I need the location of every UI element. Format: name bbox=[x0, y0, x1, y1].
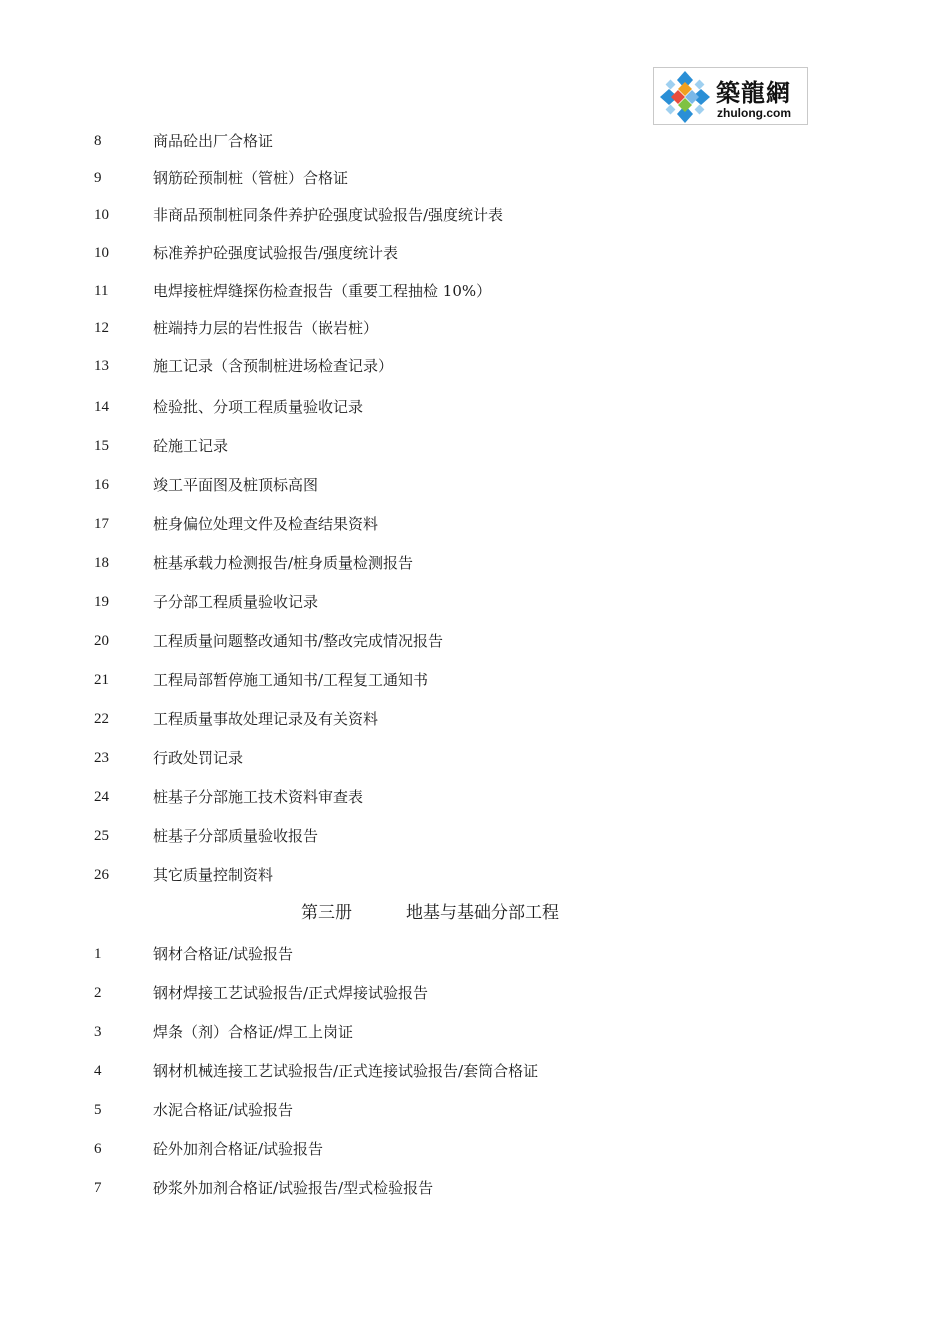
item-number: 4 bbox=[94, 1063, 102, 1079]
item-text: 非商品预制桩同条件养护砼强度试验报告/强度统计表 bbox=[153, 206, 504, 224]
item-number: 26 bbox=[94, 867, 109, 883]
item-number: 19 bbox=[94, 594, 109, 610]
item-number: 5 bbox=[94, 1102, 102, 1118]
item-text: 钢材焊接工艺试验报告/正式焊接试验报告 bbox=[153, 984, 429, 1002]
item-text: 焊条（剂）合格证/焊工上岗证 bbox=[153, 1023, 354, 1041]
item-text: 子分部工程质量验收记录 bbox=[153, 593, 319, 611]
item-text: 砼施工记录 bbox=[153, 437, 229, 455]
item-text: 其它质量控制资料 bbox=[153, 866, 274, 884]
item-number: 3 bbox=[94, 1024, 102, 1040]
item-number: 7 bbox=[94, 1180, 102, 1196]
item-number: 13 bbox=[94, 358, 109, 374]
logo-chinese-name: 築龍網 bbox=[716, 78, 791, 107]
section-title: 地基与基础分部工程 bbox=[406, 903, 559, 923]
item-text: 钢材机械连接工艺试验报告/正式连接试验报告/套筒合格证 bbox=[153, 1062, 539, 1080]
item-text: 竣工平面图及桩顶标高图 bbox=[153, 476, 319, 494]
item-text: 桩基承载力检测报告/桩身质量检测报告 bbox=[153, 554, 414, 572]
item-text: 工程质量事故处理记录及有关资料 bbox=[153, 710, 379, 728]
item-text: 检验批、分项工程质量验收记录 bbox=[153, 398, 364, 416]
item-number: 16 bbox=[94, 477, 109, 493]
zhulong-logo bbox=[653, 67, 808, 125]
item-number: 23 bbox=[94, 750, 109, 766]
item-number: 8 bbox=[94, 133, 102, 149]
item-text: 水泥合格证/试验报告 bbox=[153, 1101, 294, 1119]
item-number: 2 bbox=[94, 985, 102, 1001]
item-number: 21 bbox=[94, 672, 109, 688]
item-number: 20 bbox=[94, 633, 109, 649]
item-text: 钢筋砼预制桩（管桩）合格证 bbox=[153, 169, 349, 187]
item-number: 22 bbox=[94, 711, 109, 727]
item-text: 工程局部暂停施工通知书/工程复工通知书 bbox=[153, 671, 429, 689]
item-text: 砂浆外加剂合格证/试验报告/型式检验报告 bbox=[153, 1179, 434, 1197]
item-number: 12 bbox=[94, 320, 109, 336]
item-text: 桩基子分部质量验收报告 bbox=[153, 827, 319, 845]
item-text: 电焊接桩焊缝探伤检查报告（重要工程抽检 10%） bbox=[153, 282, 492, 300]
item-number: 11 bbox=[94, 283, 109, 299]
item-text: 施工记录（含预制桩进场检查记录） bbox=[153, 357, 394, 375]
item-number: 10 bbox=[94, 207, 109, 223]
zhulong-diamond-icon bbox=[657, 70, 713, 124]
item-text: 桩身偏位处理文件及检查结果资料 bbox=[153, 515, 379, 533]
item-number: 1 bbox=[94, 946, 102, 962]
item-number: 18 bbox=[94, 555, 109, 571]
item-number: 25 bbox=[94, 828, 109, 844]
item-text: 砼外加剂合格证/试验报告 bbox=[153, 1140, 324, 1158]
logo-domain: zhulong.com bbox=[717, 106, 791, 120]
item-number: 9 bbox=[94, 170, 102, 186]
item-number: 17 bbox=[94, 516, 109, 532]
item-text: 桩基子分部施工技术资料审查表 bbox=[153, 788, 364, 806]
item-text: 标准养护砼强度试验报告/强度统计表 bbox=[153, 244, 399, 262]
item-number: 24 bbox=[94, 789, 109, 805]
item-text: 商品砼出厂合格证 bbox=[153, 132, 274, 150]
item-text: 工程质量问题整改通知书/整改完成情况报告 bbox=[153, 632, 444, 650]
item-text: 桩端持力层的岩性报告（嵌岩桩） bbox=[153, 319, 379, 337]
item-text: 钢材合格证/试验报告 bbox=[153, 945, 294, 963]
item-number: 6 bbox=[94, 1141, 102, 1157]
item-text: 行政处罚记录 bbox=[153, 749, 244, 767]
item-number: 14 bbox=[94, 399, 109, 415]
item-number: 10 bbox=[94, 245, 109, 261]
item-number: 15 bbox=[94, 438, 109, 454]
volume-label: 第三册 bbox=[301, 903, 352, 923]
